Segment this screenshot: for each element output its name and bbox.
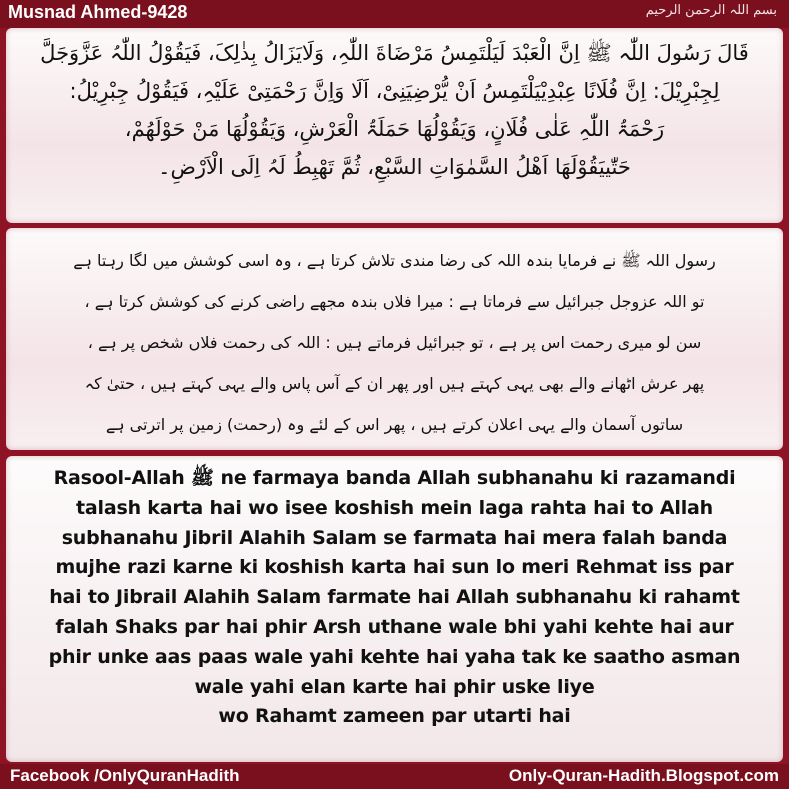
roman-urdu-text-panel: [6, 456, 783, 762]
roman-line: Rasool-Allah ﷺ ne farmaya banda Allah subhanahu ki razamandi: [53, 467, 736, 489]
header-bar: [0, 0, 789, 28]
urdu-text-panel: [6, 228, 783, 450]
footer-bar: [0, 764, 789, 789]
urdu-line: رسول اللہ ﷺ نے فرمایا بندہ اللہ کی رضا مندی تلاش کرتا ہے ، وہ اسی کوشش میں لگا رہتا ہے: [73, 251, 716, 270]
roman-line: mujhe razi karne ki koshish karta hai sun lo meri Rehmat iss par: [55, 556, 734, 579]
arabic-line: رَحْمَۃُ اللّٰہِ عَلٰی فُلَانٍ، وَیَقُوْلُھَا حَمَلَۃُ الْعَرْشِ، وَیَقُوْلُھَا مَنْ حَوْلَھُمْ،: [124, 117, 665, 141]
roman-line: talash karta hai wo isee koshish mein laga rahta hai to Allah: [76, 496, 713, 519]
urdu-line: ساتوں آسمان والے یہی اعلان کرتے ہیں ، پھر اس کے لئے وہ (رحمت) زمین پر اترتی ہے: [105, 415, 684, 434]
urdu-line: سن لو میری رحمت اس پر ہے ، تو جبرائیل فرماتے ہیں : اللہ کی رحمت فلاں شخص پر ہے ،: [87, 333, 702, 352]
roman-line: wale yahi elan karte hai phir uske liye: [194, 675, 595, 698]
urdu-line: تو اللہ عزوجل جبرائیل سے فرماتا ہے : میرا فلاں بندہ مجھے راضی کرنے کی کوشش کرتا ہے ،: [84, 292, 705, 311]
arabic-line: حَتّٰییَقُوْلَھَا اَھْلُ السَّمٰوَاتِ السَّبْعِ، ثُمَّ تَھْبِطُ لَہُ اِلَی الْاَرْضِ۔: [158, 155, 631, 179]
blog-link[interactable]: Only-Quran-Hadith.Blogspot.com: [508, 766, 779, 785]
arabic-line: لِجِبْرِیْلَ: اِنَّ فُلَانًا عِبْدِیْیَلْتَمِسُ اَنْ یُّرْضِیَنِیْ، اَلَا وَاِنَّ رَحْمَتِیْ عَلَیْہِ، فَیَقُوْلُ جِبْرِیْلُ:: [69, 79, 720, 103]
roman-line: hai to Jibrail Alahih Salam farmate hai Allah subhanahu ki rahamt: [49, 586, 740, 609]
roman-line: phir unke aas paas wale yahi kehte hai yaha tak ke saatho asman: [48, 645, 741, 668]
roman-line: falah Shaks par hai phir Arsh uthane wale bhi yahi kehte hai aur: [55, 615, 734, 638]
page-title: Musnad Ahmed-9428: [8, 2, 188, 22]
roman-line: wo Rahamt zameen par utarti hai: [218, 705, 571, 728]
facebook-link[interactable]: Facebook /OnlyQuranHadith: [10, 766, 240, 785]
urdu-line: پھر عرش اٹھانے والے بھی یہی کہتے ہیں اور پھر ان کے آس پاس والے یہی کہتے ہیں ، حتیٰ کہ: [84, 374, 705, 393]
bismillah-calligraphy: بسم اللہ الرحمن الرحیم: [645, 3, 777, 18]
arabic-text-panel: [6, 28, 783, 223]
roman-line: subhanahu Jibril Alahih Salam se farmata hai mera falah banda: [61, 526, 728, 549]
arabic-line: قَالَ رَسُولَ اللّٰہ ﷺ اِنَّ الْعَبْدَ لَيَلْتَمِسُ مَرْضَاةَ اللّٰہِ، وَلَايَزَالُ بِذٰلِکَ، فَيَقُوْلُ اللّٰہُ عَزَّوَجَلَّ: [40, 41, 749, 65]
